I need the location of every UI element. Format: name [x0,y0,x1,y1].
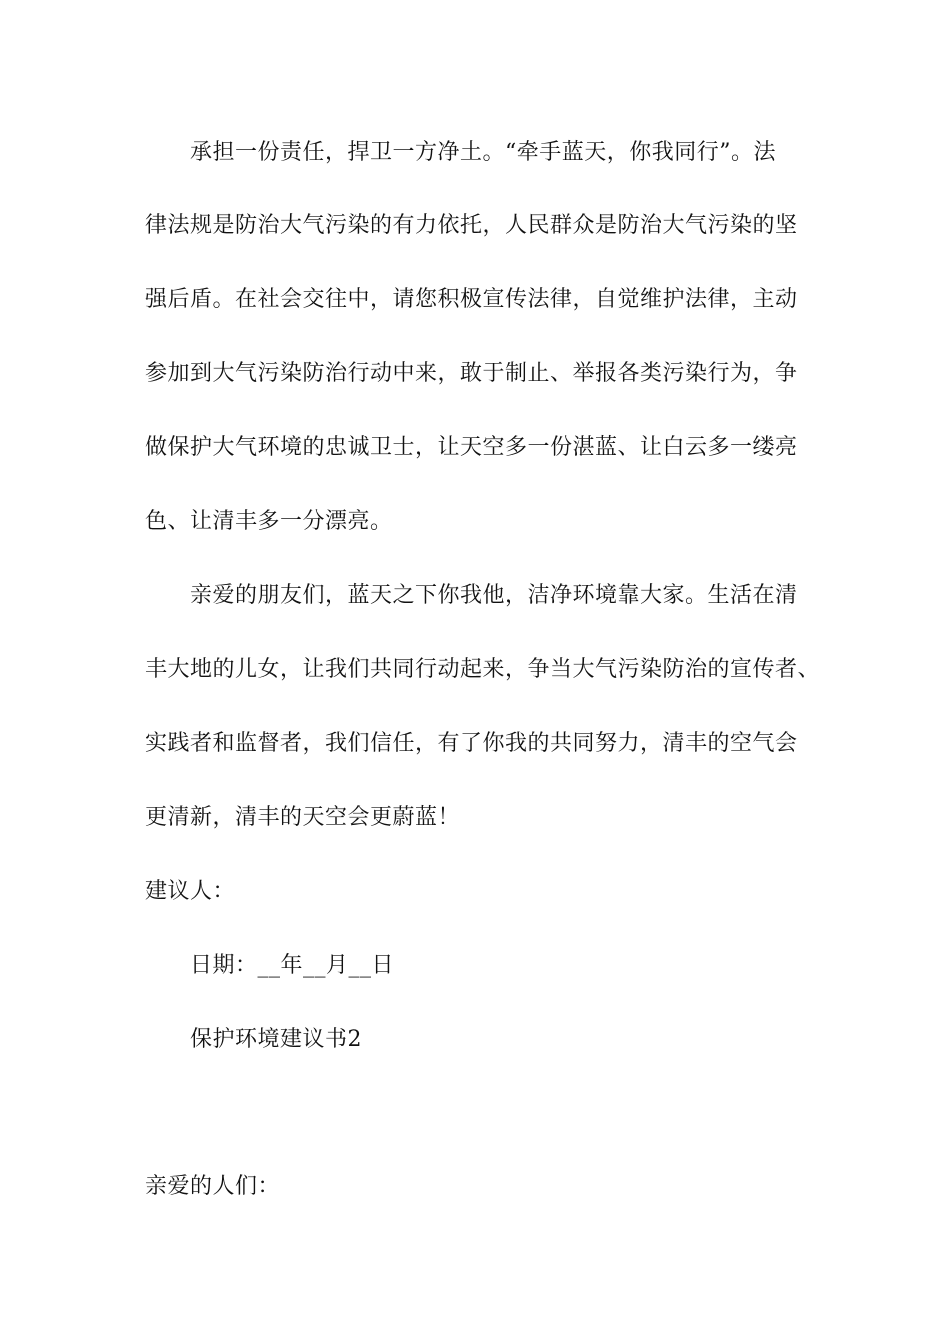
proposer-label: 建议人： [145,879,236,904]
paragraph-1-line-6: 色、让清丰多一分漂亮。 [145,509,393,534]
paragraph-1-line-4: 参加到大气污染防治行动中来，敢于制止、举报各类污染行为，争 [145,361,798,386]
section-title: 保护环境建议书2 [190,1027,362,1052]
salutation: 亲爱的人们： [145,1174,281,1199]
date-line: 日期：__年__月__日 [190,953,395,978]
paragraph-2-line-4: 更清新，清丰的天空会更蔚蓝！ [145,805,461,830]
paragraph-1-line-1: 承担一份责任，捍卫一方净土。“牵手蓝天，你我同行”。法 [190,140,776,165]
paragraph-2-line-2: 丰大地的儿女，让我们共同行动起来，争当大气污染防治的宣传者、 [145,657,821,682]
paragraph-2-line-1: 亲爱的朋友们，蓝天之下你我他，洁净环境靠大家。生活在清 [190,583,798,608]
paragraph-1-line-3: 强后盾。在社会交往中，请您积极宣传法律，自觉维护法律，主动 [145,287,798,312]
paragraph-1-line-2: 律法规是防治大气污染的有力依托，人民群众是防治大气污染的坚 [145,213,798,238]
paragraph-1-line-5: 做保护大气环境的忠诚卫士，让天空多一份湛蓝、让白云多一缕亮 [145,435,798,460]
paragraph-2-line-3: 实践者和监督者，我们信任，有了你我的共同努力，清丰的空气会 [145,731,798,756]
